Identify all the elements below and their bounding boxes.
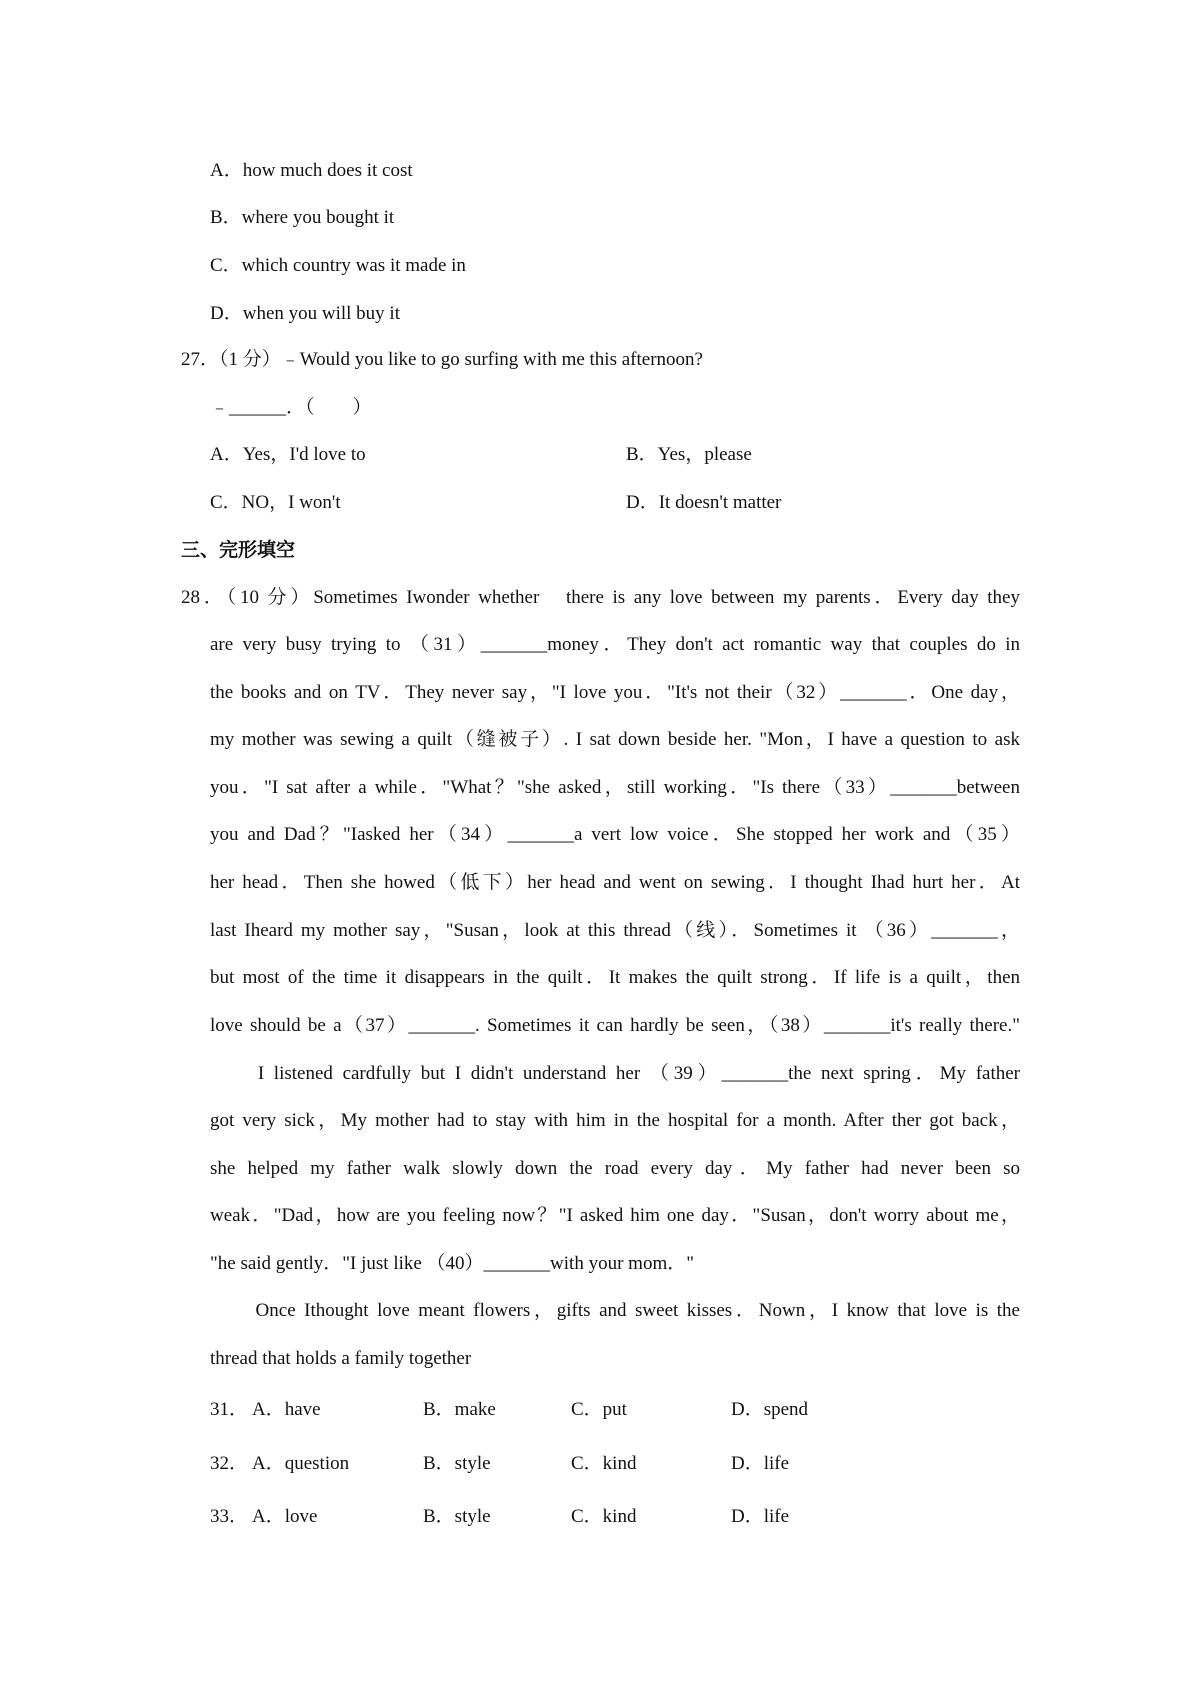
passage-line: I listened cardfully but I didn't understand her （39）_______the next spring．My father bbox=[210, 1063, 1020, 1084]
passage-line: "he said gently．"I just like （40）_______with your mom．" bbox=[210, 1253, 694, 1274]
passage-line: her head．Then she howed（低下）her head and went on sewing．I thought Ihad hurt her．At bbox=[210, 872, 1020, 893]
answer-option-c: C．put bbox=[571, 1399, 627, 1420]
answer-option-b: B．make bbox=[423, 1399, 496, 1420]
passage-line: got very sick，My mother had to stay with him in the hospital for a month. After ther got back， bbox=[210, 1110, 1020, 1131]
q26-option-a: A．how much does it cost bbox=[210, 160, 413, 181]
answer-option-d: D．life bbox=[731, 1506, 790, 1527]
passage-line: are very busy trying to （31）_______money．They don't act romantic way that couples do in bbox=[210, 634, 1020, 655]
q27-option-b: B．Yes，please bbox=[626, 444, 752, 465]
answer-option-a: A．have bbox=[252, 1399, 321, 1420]
passage-line: the books and on TV．They never say，"I love you．"It's not their（32）_______．One day， bbox=[210, 682, 1020, 703]
passage-line: my mother was sewing a quilt（缝被子）. I sat down beside her. "Mon，I have a question to ask bbox=[210, 729, 1020, 750]
answer-option-a: A．love bbox=[252, 1506, 318, 1527]
q28-first-line: 28．（10 分）Sometimes Iwonder whether there is any love between my parents．Every day they bbox=[181, 587, 1020, 608]
q27-option-a: A．Yes，I'd love to bbox=[210, 444, 366, 465]
passage-line: love should be a（37）_______. Sometimes it can hardly be seen，（38）_______it's really there." bbox=[210, 1015, 1020, 1036]
q27-response-blank: ﹣______．（ ） bbox=[210, 397, 372, 418]
q27-stem: 27．（1 分）﹣Would you like to go surfing with me this afternoon? bbox=[181, 349, 703, 370]
passage-line: but most of the time it disappears in the quilt．It makes the quilt strong．If life is a quilt，then bbox=[210, 967, 1020, 988]
q26-option-b: B．where you bought it bbox=[210, 207, 395, 228]
q27-option-c: C．NO，I won't bbox=[210, 492, 341, 513]
passage-line: Once Ithought love meant flowers，gifts and sweet kisses．Nown，I know that love is the bbox=[210, 1300, 1020, 1321]
answer-option-d: D．life bbox=[731, 1453, 790, 1474]
answer-option-a: A．question bbox=[252, 1453, 350, 1474]
answer-option-d: D．spend bbox=[731, 1399, 809, 1420]
passage-line: last Iheard my mother say，"Susan，look at this thread（线）．Sometimes it （36）_______， bbox=[210, 920, 1020, 941]
passage-line: she helped my father walk slowly down the road every day．My father had never been so bbox=[210, 1158, 1020, 1179]
passage-line: you and Dad？"Iasked her（34）_______a vert low voice．She stopped her work and（35） bbox=[210, 824, 1020, 845]
section-title-cloze: 三、完形填空 bbox=[181, 539, 296, 561]
answer-option-c: C．kind bbox=[571, 1453, 637, 1474]
answer-option-c: C．kind bbox=[571, 1506, 637, 1527]
answer-number: 32． bbox=[210, 1453, 249, 1474]
answer-option-b: B．style bbox=[423, 1506, 491, 1527]
passage-line: thread that holds a family together bbox=[210, 1348, 472, 1369]
answer-option-b: B．style bbox=[423, 1453, 491, 1474]
q26-option-c: C．which country was it made in bbox=[210, 255, 466, 276]
passage-line: you．"I sat after a while．"What？"she asked，still working．"Is there（33）_______between bbox=[210, 777, 1020, 798]
q26-option-d: D．when you will buy it bbox=[210, 303, 400, 324]
answer-number: 31． bbox=[210, 1399, 249, 1420]
answer-number: 33． bbox=[210, 1506, 249, 1527]
q27-option-d: D．It doesn't matter bbox=[626, 492, 782, 513]
passage-line: weak．"Dad，how are you feeling now？"I asked him one day．"Susan，don't worry about me， bbox=[210, 1205, 1020, 1226]
